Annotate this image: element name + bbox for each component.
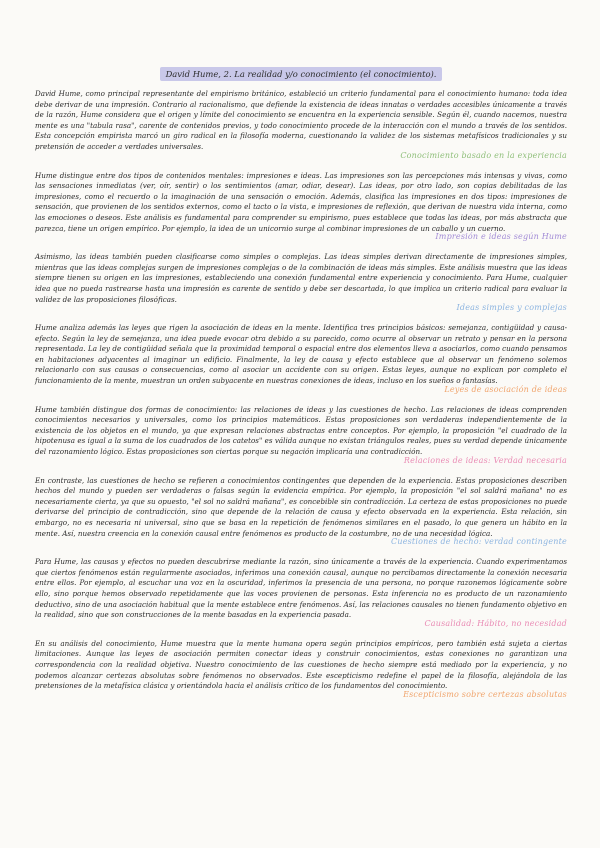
- paragraph-text: Asimismo, las ideas también pueden clasificarse como simples o complejas. Las ideas simples derivan directamente de impresiones simples, mientras que las ideas complejas surgen de impresiones complejas o de la combinación de ideas más simples. Este análisis muestra que las ideas siempre tienen su origen en las impresiones, estableciendo una conexión fundamental entre experiencia y conocimiento. Para Hume, cualquier idea que no pueda rastrearse hasta una impresión es carente de sentido y debe ser descartada, lo que implica un criterio radical para evaluar la validez de las proposiciones filosóficas.: [35, 252, 567, 304]
- margin-note: Impresión e ideas según Hume: [435, 232, 567, 242]
- paragraph-text: Hume distingue entre dos tipos de contenidos mentales: impresiones e ideas. Las impresiones son las percepciones más intensas y vivas, como las sensaciones inmediatas (ver, oír, sentir) o los sentimientos (amar, odiar, desear). Las ideas, por otro lado, son copias debilitadas de las impresiones, como el recuerdo o la imaginación de una sensación o emoción. Además, clasifica las impresiones en dos tipos: impresiones de sensación, que provienen de los sentidos externos, como el tacto o la vista, e impresiones de reflexión, que derivan de nuestra vida interna, como las emociones o deseos. Este análisis es fundamental para comprender su empirismo, pues establece que todas las ideas, por más abstracta que parezca, tiene un origen empírico. Por ejemplo, la idea de un unicornio surge al combinar impresiones de un caballo y un cuerno.: [35, 170, 567, 233]
- paragraph-block-8: [35, 639, 567, 699]
- page-title: David Hume, 2. La realidad y/o conocimiento (el conocimiento).: [160, 67, 443, 81]
- margin-note: Cuestiones de hecho: verdad contingente: [391, 537, 567, 547]
- margin-note: Ideas simples y complejas: [456, 303, 567, 313]
- margin-note: Relaciones de ideas: Verdad necesaria: [403, 455, 567, 465]
- paragraph-text: En su análisis del conocimiento, Hume muestra que la mente humana opera según principios empíricos, pero también está sujeta a ciertas limitaciones. Aunque las leyes de asociación permiten conectar ideas y construir conocimientos, estas conexiones no garantizan una correspondencia con la realidad objetiva. Nuestro conocimiento de las cuestiones de hecho siempre está mediado por la experiencia, y no podemos alcanzar certezas absolutas sobre fenómenos no observados. Este escepticismo redefine el papel de la filosofía, alejándola de las pretensiones de la metafísica clásica y orientándola hacia el análisis crítico de los fundamentos del conocimiento.: [35, 638, 567, 691]
- paragraph-text: Para Hume, las causas y efectos no pueden descubrirse mediante la razón, sino únicamente a través de la experiencia. Cuando experimentamos que ciertos fenómenos están regularmente asociados, inferimos una conexión causal, aunque no percibamos directamente la conexión necesaria entre ellos. Por ejemplo, al escuchar una voz en la oscuridad, inferimos la presencia de una persona, no porque razonemos lógicamente sobre ello, sino porque hemos observado repetidamente que las voces provienen de personas. Esta inferencia no es producto de un razonamiento deductivo, sino de una asociación habitual que la mente establece entre fenómenos. Así, las relaciones causales no tienen fundamento objetivo en la realidad, sino que son construcciones de la mente basadas en la experiencia pasada.: [35, 557, 567, 620]
- paragraph-block-7: [35, 557, 567, 628]
- paragraph-block-5: [35, 405, 567, 465]
- margin-note: Conocimiento basado en la experiencia: [400, 150, 567, 160]
- paragraph-block-1: [35, 89, 567, 160]
- paragraph-text: Hume analiza además las leyes que rigen la asociación de ideas en la mente. Identifica tres principios básicos: semejanza, contigüidad y causa-efecto. Según la ley de semejanza, una idea puede evocar otra debido a su parecido, como ocurre al observar un retrato y pensar en la persona representada. La ley de contigüidad señala que la proximidad temporal o espacial entre dos elementos lleva a asociarlos, como cuando pensamos en habitaciones adyacentes al imaginar un edificio. Finalmente, la ley de causa y efecto establece que al observar un fenómeno solemos relacionarlo con sus causas o consecuencias, como al asociar un accidente con su origen. Estas leyes, aunque no explican por completo el funcionamiento de la mente, muestran un orden subyacente en nuestras conexiones de ideas, incluso en los sueños o fantasías.: [35, 323, 567, 386]
- paragraph-text: Hume también distingue dos formas de conocimiento: las relaciones de ideas y las cuestiones de hecho. Las relaciones de ideas comprenden conocimientos necesarios y universales, como los principios matemáticos. Estas proposiciones son verdaderas independientemente de la existencia de los objetos en el mundo, ya que expresan relaciones abstractas entre conceptos. Por ejemplo, la proposición "el cuadrado de la hipotenusa es igual a la suma de los cuadrados de los catetos" es válida aunque no existan triángulos reales, pues su verdad depende únicamente del razonamiento lógico. Estas proposiciones son ciertas porque su negación implicaría una contradicción.: [35, 404, 567, 457]
- paragraph-block-4: [35, 323, 567, 394]
- paragraph-block-2: [35, 171, 567, 242]
- title-wrapper: [35, 62, 567, 81]
- paragraph-block-6: [35, 476, 567, 547]
- margin-note: Escepticismo sobre certezas absolutas: [403, 689, 567, 699]
- paragraph-text: En contraste, las cuestiones de hecho se refieren a conocimientos contingentes que dependen de la experiencia. Estas proposiciones describen hechos del mundo y pueden ser verdaderas o falsas según la evidencia empírica. Por ejemplo, la proposición "el sol saldrá mañana" no es necesariamente cierta, ya que su opuesto, "el sol no saldrá mañana", es concebible sin contradicción. La certeza de estas proposiciones no puede derivarse del principio de contradicción, sino que depende de la relación de causa y efecto observada en la experiencia. Esta relación, sin embargo, no es necesaria ni universal, sino que se basa en la repetición de fenómenos similares en el pasado, lo que genera un hábito en la mente. Así, nuestra creencia en la conexión causal entre fenómenos es producto de la costumbre, no de una necesidad lógica.: [35, 475, 567, 538]
- margin-note: Causalidad: Hábito, no necesidad: [424, 618, 567, 628]
- paragraph-text: David Hume, como principal representante del empirismo británico, estableció un criterio fundamental para el conocimiento humano: toda idea debe derivar de una impresión. Contrario al racionalismo, que defiende la existencia de ideas innatas o verdades accesibles únicamente a través de la razón, Hume considera que el origen y límite del conocimiento se encuentra en la experiencia sensible. Según él, cuando nacemos, nuestra mente es una "tabula rasa", carente de contenidos previos, y todo conocimiento procede de la interacción con el mundo a través de los sentidos. Esta concepción empirista marcó un giro radical en la filosofía moderna, cuestionando la validez de los sistemas metafísicos tradicionales y su pretensión de acceder a verdades universales.: [35, 89, 567, 151]
- paragraph-block-3: [35, 252, 567, 312]
- document-page: [35, 62, 567, 710]
- margin-note: Leyes de asociación de ideas: [444, 384, 567, 394]
